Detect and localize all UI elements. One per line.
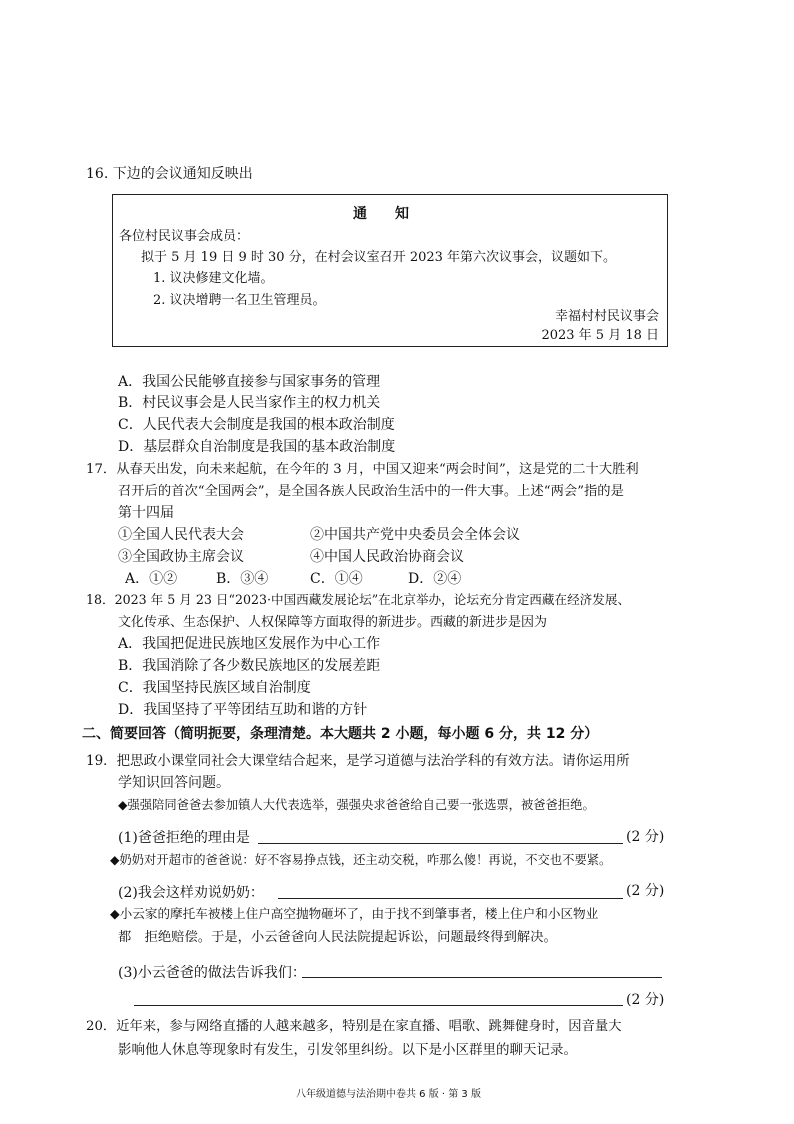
notice-item-1: 1. 议决修建文化墙。	[153, 271, 274, 286]
q18-option-a: A．我国把促进民族地区发展作为中心工作	[118, 636, 381, 652]
q17-option-a: A．①②	[125, 571, 178, 587]
q19-scene-1: ◆强强陪同爸爸去参加镇人大代表选举，强强央求爸爸给自己要一张选票，被爸爸拒绝。	[118, 798, 595, 812]
page-footer: 八年级道德与法治期中卷共 6 版 · 第 3 版	[296, 1089, 481, 1100]
q17-item-3: ③全国政协主席会议	[118, 549, 244, 565]
q17-line-2: 召开后的首次“全国两会”，是全国各族人民政治生活中的一件大事。上述“两会”指的是	[118, 484, 624, 499]
q19-line-1: 19．把思政小课堂同社会大课堂结合起来，是学习道德与法治学科的有效方法。请你运用所	[86, 753, 630, 769]
q19-scene-2: ◆奶奶对开超市的爸爸说：好不容易挣点钱，还主动交税，咋那么傻！再说，不交也不要紧。	[110, 853, 612, 867]
q19-sub-2-label: (2)我会这样劝说奶奶：	[118, 885, 264, 901]
q19-sub-1-score: (2 分)	[626, 829, 665, 845]
q19-sub-2-score: (2 分)	[626, 883, 665, 899]
notice-date: 2023 年 5 月 18 日	[541, 328, 659, 343]
q17-line-1: 17．从春天出发，向未来起航，在今年的 3 月，中国又迎来“两会时间”，这是党的二十大胜利	[86, 462, 639, 477]
q19-sub-3-answer-line-1[interactable]	[302, 977, 662, 978]
q19-sub-3-label: (3)小云爸爸的做法告诉我们：	[118, 965, 306, 981]
q19-line-2: 学知识回答问题。	[118, 775, 230, 791]
notice-title: 通 知	[353, 206, 409, 222]
q19-scene-3-line-1: ◆小云家的摩托车被楼上住户高空抛物砸坏了，由于找不到肇事者，楼上住户和小区物业	[110, 906, 599, 921]
section-2-heading: 二、简要回答（简明扼要，条理清楚。本大题共 2 小题，每小题 6 分，共 12 分）	[82, 726, 599, 742]
q19-sub-3-answer-line-2[interactable]	[134, 1005, 623, 1006]
q16-option-a: A．我国公民能够直接参与国家事务的管理	[118, 374, 381, 390]
q19-sub-2-answer-line[interactable]	[278, 898, 623, 899]
q16-stem: 16. 下边的会议通知反映出	[86, 166, 253, 182]
notice-salutation: 各位村民议事会成员：	[119, 229, 250, 244]
q18-line-2: 文化传承、生态保护、人权保障等方面取得的新进步。西藏的新进步是因为	[118, 615, 548, 630]
q19-sub-3-score: (2 分)	[626, 992, 665, 1008]
q16-option-b: B．村民议事会是人民当家作主的权力机关	[118, 395, 381, 411]
q20-line-1: 20．近年来，参与网络直播的人越来越多，特别是在家直播、唱歌、跳舞健身时，因音量大	[86, 1019, 622, 1034]
q16-option-c: C．人民代表大会制度是我国的根本政治制度	[118, 417, 395, 433]
q17-line-3: 第十四届	[118, 505, 174, 521]
q19-sub-1-label: (1)爸爸拒绝的理由是	[118, 830, 250, 846]
notice-body: 拟于 5 月 19 日 9 时 30 分，在村会议室召开 2023 年第六次议事会，议题如下。	[141, 250, 617, 265]
q20-line-2: 影响他人休息等现象时有发生，引发邻里纠纷。以下是小区群里的聊天记录。	[118, 1042, 577, 1058]
q17-item-4: ④中国人民政治协商会议	[310, 549, 464, 565]
meeting-notice-box	[112, 194, 668, 347]
q17-item-1: ①全国人民代表大会	[118, 527, 244, 543]
notice-item-2: 2. 议决增聘一名卫生管理员。	[153, 293, 326, 308]
q17-option-c: C．①④	[310, 571, 363, 587]
q19-sub-1-answer-line[interactable]	[258, 843, 623, 844]
q18-option-d: D．我国坚持了平等团结互助和谐的方针	[118, 702, 368, 718]
q17-option-d: D．②④	[408, 571, 462, 587]
q16-option-d: D．基层群众自治制度是我国的基本政治制度	[118, 439, 396, 455]
q18-option-b: B．我国消除了各少数民族地区的发展差距	[118, 658, 381, 674]
q19-scene-3-line-2: 都 拒绝赔偿。于是，小云爸爸向人民法院提起诉讼，问题最终得到解决。	[118, 930, 557, 945]
q18-line-1: 18．2023 年 5 月 23 日“2023·中国西藏发展论坛”在北京举办，论坛充分肯定西藏在经济发展、	[86, 592, 631, 607]
q17-item-2: ②中国共产党中央委员会全体会议	[310, 527, 520, 543]
q17-option-b: B．③④	[216, 571, 269, 587]
notice-signer: 幸福村村民议事会	[554, 309, 659, 324]
q18-option-c: C．我国坚持民族区域自治制度	[118, 680, 311, 696]
